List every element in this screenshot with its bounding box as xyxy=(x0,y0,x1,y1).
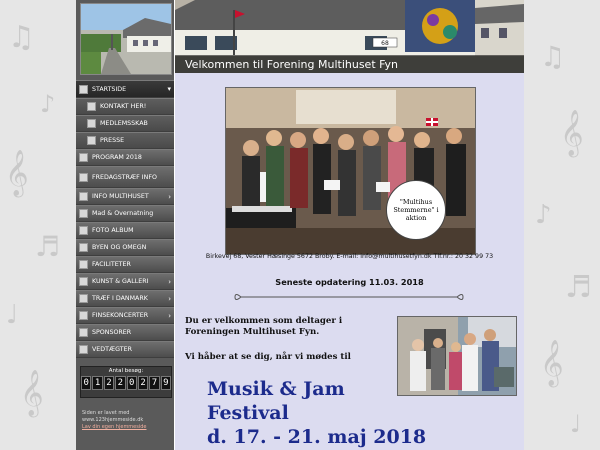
menu-item-mad[interactable] xyxy=(76,205,174,222)
menu-item-medlemsskab[interactable] xyxy=(76,115,174,132)
menu-item-kontakt[interactable] xyxy=(76,98,174,115)
page-title: Velkommen til Forening Multihuset Fyn xyxy=(185,58,398,71)
menu-item-label: FREDAGSTRÆF INFO xyxy=(92,173,157,181)
page-icon xyxy=(79,345,88,354)
page-icon xyxy=(79,153,88,162)
music-note-icon: ♬ xyxy=(565,270,592,305)
welcome-text xyxy=(185,316,385,338)
menu-item-byen[interactable] xyxy=(76,239,174,256)
menu-item-label: KONTAKT HER! xyxy=(100,103,147,110)
contact-address: Birkevej 68, Vester Hæsinge 5672 Broby. E-mail: info@multihusetfyn.dk Tlf.nr.: 20 32 99 73 xyxy=(205,253,494,260)
counter-label: Antal besøg: xyxy=(108,368,144,374)
menu-item-label: Mad & Overnatning xyxy=(92,210,154,217)
page-icon xyxy=(87,136,96,145)
counter-digit: 0 xyxy=(127,376,137,390)
festival-dates: d. 17. - 21. maj 2018 xyxy=(207,426,427,448)
welcome-line-1: Du er velkommen som deltager i xyxy=(185,316,343,326)
music-note-icon: ♫ xyxy=(8,20,35,55)
festival-line-2: Festival xyxy=(207,402,289,424)
festival-announcement xyxy=(207,377,426,449)
page-icon xyxy=(79,226,88,235)
menu-item-faciliteter[interactable] xyxy=(76,256,174,273)
counter-digit: 1 xyxy=(92,376,102,390)
menu-item-label: KUNST & GALLERI xyxy=(92,278,149,285)
menu-item-presse[interactable] xyxy=(76,132,174,149)
counter-digit: 7 xyxy=(149,376,159,390)
menu-item-label: VEDTÆGTER xyxy=(92,346,132,353)
counter-digits xyxy=(81,376,171,390)
menu-item-info[interactable] xyxy=(76,188,174,205)
page-icon xyxy=(87,119,96,128)
page-icon xyxy=(79,328,88,337)
page-icon xyxy=(79,209,88,218)
counter-digit: 0 xyxy=(81,376,91,390)
header-banner xyxy=(175,0,524,73)
music-note-icon: ♪ xyxy=(40,90,56,118)
made-with-text: Siden er lavet med xyxy=(82,410,130,416)
page-icon xyxy=(79,277,88,286)
sidebar-house-photo xyxy=(80,3,172,75)
speech-bubble-text: "Multihus Stemmerne" i aktion xyxy=(393,198,439,222)
music-note-icon: ♩ xyxy=(570,410,582,438)
home-icon xyxy=(79,85,88,94)
chevron-right-icon: › xyxy=(168,277,171,286)
page-icon xyxy=(87,102,96,111)
sidebar xyxy=(76,0,174,450)
page-icon xyxy=(79,243,88,252)
treble-clef-icon: 𝄞 xyxy=(540,340,564,386)
chevron-down-icon: ▾ xyxy=(167,85,171,93)
menu-item-label: INFO MULTIHUSET xyxy=(92,193,149,200)
main-content xyxy=(175,73,524,450)
ornament-divider xyxy=(233,292,465,302)
menu-item-startside[interactable] xyxy=(76,80,174,98)
last-updated: Seneste opdatering 11.03. 2018 xyxy=(275,277,424,287)
main-menu xyxy=(76,80,174,358)
page-icon xyxy=(79,173,88,182)
music-note-icon: ♪ xyxy=(535,200,552,230)
page-icon xyxy=(79,294,88,303)
page-icon xyxy=(79,192,88,201)
music-note-icon: ♩ xyxy=(6,300,19,330)
page-icon xyxy=(79,260,88,269)
menu-item-traef[interactable] xyxy=(76,290,174,307)
menu-item-fredagstraef[interactable] xyxy=(76,166,174,188)
treble-clef-icon: 𝄞 xyxy=(20,370,44,416)
make-own-site-link[interactable]: Lav din egen hjemmeside xyxy=(82,424,147,430)
house-number-sign: 68 xyxy=(381,40,389,47)
menu-item-label: SPONSORER xyxy=(92,329,132,336)
chevron-right-icon: › xyxy=(168,192,171,201)
welcome-line-3: Vi håber at se dig, når vi mødes til xyxy=(185,352,351,362)
speech-bubble xyxy=(386,180,446,240)
menu-item-label: FACILITETER xyxy=(92,261,131,268)
counter-digit: 9 xyxy=(161,376,171,390)
counter-digit: 2 xyxy=(104,376,114,390)
music-note-icon: ♫ xyxy=(540,40,566,73)
made-with-site[interactable]: www.123hjemmeside.dk xyxy=(82,417,144,423)
music-note-icon: ♬ xyxy=(35,230,61,263)
counter-digit: 2 xyxy=(115,376,125,390)
treble-clef-icon: 𝄞 xyxy=(5,150,29,196)
welcome-line-2: Foreningen Multihuset Fyn. xyxy=(185,327,320,337)
menu-item-sponsorer[interactable] xyxy=(76,324,174,341)
menu-item-label: PROGRAM 2018 xyxy=(92,154,142,161)
menu-item-label: FINSEKONCERTER xyxy=(92,312,149,319)
menu-item-label: PRESSE xyxy=(100,137,125,144)
menu-item-kunst[interactable] xyxy=(76,273,174,290)
menu-item-label: FOTO ALBUM xyxy=(92,227,134,234)
menu-item-label: STARTSIDE xyxy=(92,85,127,93)
choir-photo xyxy=(225,87,476,255)
menu-item-label: TRÆF I DANMARK xyxy=(92,295,148,302)
chevron-right-icon: › xyxy=(168,311,171,320)
menu-item-foto[interactable] xyxy=(76,222,174,239)
page-icon xyxy=(79,311,88,320)
made-with-credit xyxy=(82,410,170,431)
visit-counter xyxy=(80,366,172,398)
counter-digit: 2 xyxy=(138,376,148,390)
menu-item-program[interactable] xyxy=(76,149,174,166)
menu-item-vedtaegter[interactable] xyxy=(76,341,174,358)
menu-item-finse[interactable] xyxy=(76,307,174,324)
treble-clef-icon: 𝄞 xyxy=(560,110,584,156)
festival-line-1: Musik & Jam xyxy=(207,378,345,400)
chevron-right-icon: › xyxy=(168,294,171,303)
menu-item-label: BYEN OG OMEGN xyxy=(92,244,147,251)
menu-item-label: MEDLEMSSKAB xyxy=(100,120,148,127)
